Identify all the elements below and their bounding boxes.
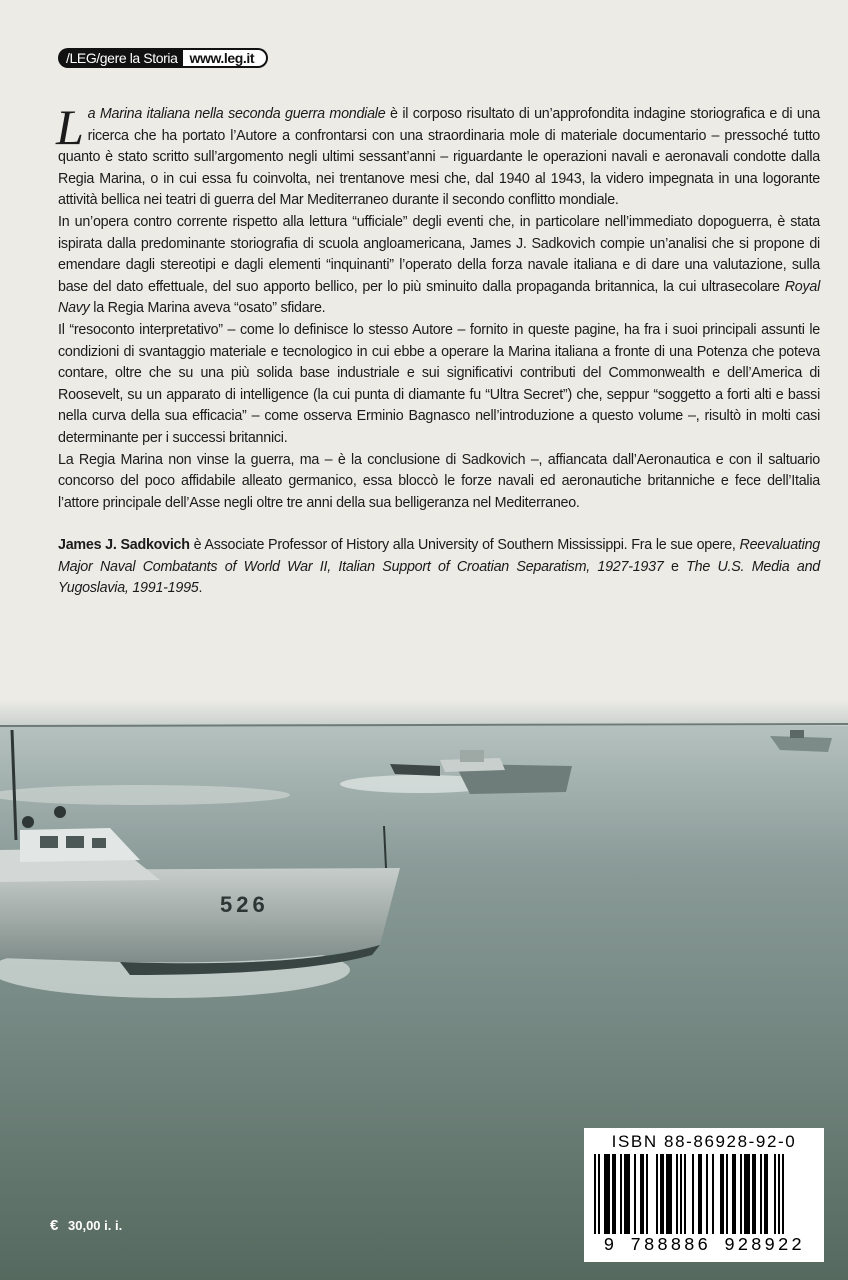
sea-glare	[0, 785, 290, 805]
barcode-bar	[612, 1154, 616, 1234]
boat-number: 526	[220, 892, 269, 917]
barcode-bar	[620, 1154, 622, 1234]
blurb-text	[56, 99, 820, 600]
barcode-bars	[590, 1154, 818, 1236]
series-name: /LEG/gere la Storia	[58, 48, 183, 68]
barcode-bar	[598, 1154, 600, 1234]
series-badge	[58, 48, 268, 68]
barcode-bar	[640, 1154, 644, 1234]
barcode-bar	[764, 1154, 768, 1234]
barcode-bar	[712, 1154, 714, 1234]
barcode-bar	[624, 1154, 630, 1234]
barcode-bar	[604, 1154, 610, 1234]
blurb-paragraph-2: In un’opera contro corrente rispetto alla lettura “ufficiale” degli eventi che, in particolare nell’immediato dopoguerra, è stata ispirata dalla predominante storiografia di scuola angloamericana, James J. Sadkovich compie un’analisi che si propone di emendare dagli stereotipi e dagli elementi “inquinanti” l’operato della forza navale italiana e di dare una valutazione, sulla base del dato effettuale, del suo apporto bellico, per lo più sminuito dalla propaganda britannica, la cui ultrasecolare Royal Navy la Regia Marina aveva “osato” sfidare.	[58, 213, 820, 317]
blurb-paragraph-3: Il “resoconto interpretativo” – come lo definisce lo stesso Autore – fornito in queste pagine, ha fra i suoi principali assunti le condizioni di svantaggio materiale e tecnologico in cui ebbe a operare la Marina italiana a fronte di una Potenza che poteva contare, oltre che su una più solida base industriale e sui significativi contributi del Commonwealth e dell’America di Roosevelt, su un apparato di intelligence (la cui punta di diamante fu “Ultra Secret”) che, seppur “soggetto a forti alti e bassi nella curva della sua efficacia” – come osserva Erminio Bagnasco nell’introduzione a questo volume –, risultò in molti casi determinante per i successi britannici.	[58, 321, 820, 446]
barcode-bar	[782, 1154, 784, 1234]
barcode-bar	[692, 1154, 694, 1234]
barcode-bar	[726, 1154, 728, 1234]
barcode-bar	[752, 1154, 756, 1234]
author-bio: James J. Sadkovich è Associate Professor of History alla University of Southern Mississippi. Fra le sue opere, Reevaluating Major Naval Combatants of World War II, Italian Support of Croatian Separatism, 1927-1937 e The U.S. Media and Yugoslavia, 1991-1995.	[58, 537, 820, 597]
barcode-bar	[660, 1154, 664, 1234]
barcode-bar	[760, 1154, 762, 1234]
barcode-bar	[706, 1154, 708, 1234]
drop-cap: L	[56, 99, 84, 155]
barcode-bar	[778, 1154, 780, 1234]
barcode-bar	[744, 1154, 750, 1234]
isbn-barcode	[584, 1128, 824, 1262]
barcode-bar	[740, 1154, 742, 1234]
blurb-paragraph-4: La Regia Marina non vinse la guerra, ma – è la conclusione di Sadkovich –, affiancata dall’Aeronautica e con il saltuario concorso del poco affidabile alleato germanico, essa bloccò le forze navali ed aeronautiche britanniche e fece dell’Italia l’attore principale dell’Asse negli oltre tre anni della sua belligeranza nel Mediterraneo.	[58, 451, 820, 511]
author-name: James J. Sadkovich	[58, 537, 190, 554]
barcode-bar	[634, 1154, 636, 1234]
barcode-bar	[774, 1154, 776, 1234]
barcode-bar	[666, 1154, 672, 1234]
publisher-url[interactable]: www.leg.it	[183, 48, 268, 68]
barcode-bar	[720, 1154, 724, 1234]
barcode-bar	[594, 1154, 596, 1234]
barcode-bar	[656, 1154, 658, 1234]
barcode-bar	[732, 1154, 736, 1234]
price-amount: 30,00 i. i.	[68, 1218, 123, 1233]
barcode-bar	[680, 1154, 682, 1234]
blurb-paragraph-1: La Marina italiana nella seconda guerra mondiale è il corposo risultato di un’approfondita indagine storiografica e di una ricerca che ha portato l’Autore a confrontarsi con una straordinaria mole di materiale documentario – pressoché tutto quanto è stato scritto sull’argomento negli ultimi sessant’anni – riguardante le operazioni navali e aeronavali condotte dalla Regia Marina, o in cui essa fu coinvolta, nei trentanove mesi che, dal 1940 al 1943, la videro impegnata in una logorante attività bellica nei teatri di guerra del Mar Mediterraneo durante il secondo conflitto mondiale.	[56, 99, 820, 209]
barcode-bar	[676, 1154, 678, 1234]
isbn-label: ISBN 88-86928-92-0	[611, 1132, 797, 1151]
barcode-bar	[684, 1154, 686, 1234]
barcode-bar	[646, 1154, 648, 1234]
barcode-digits: 9 788886 928922	[603, 1236, 805, 1256]
sky	[0, 700, 848, 726]
book-title-italic: a Marina italiana nella seconda guerra mondiale	[87, 106, 386, 122]
price-symbol: €	[50, 1217, 59, 1234]
barcode-bar	[698, 1154, 702, 1234]
